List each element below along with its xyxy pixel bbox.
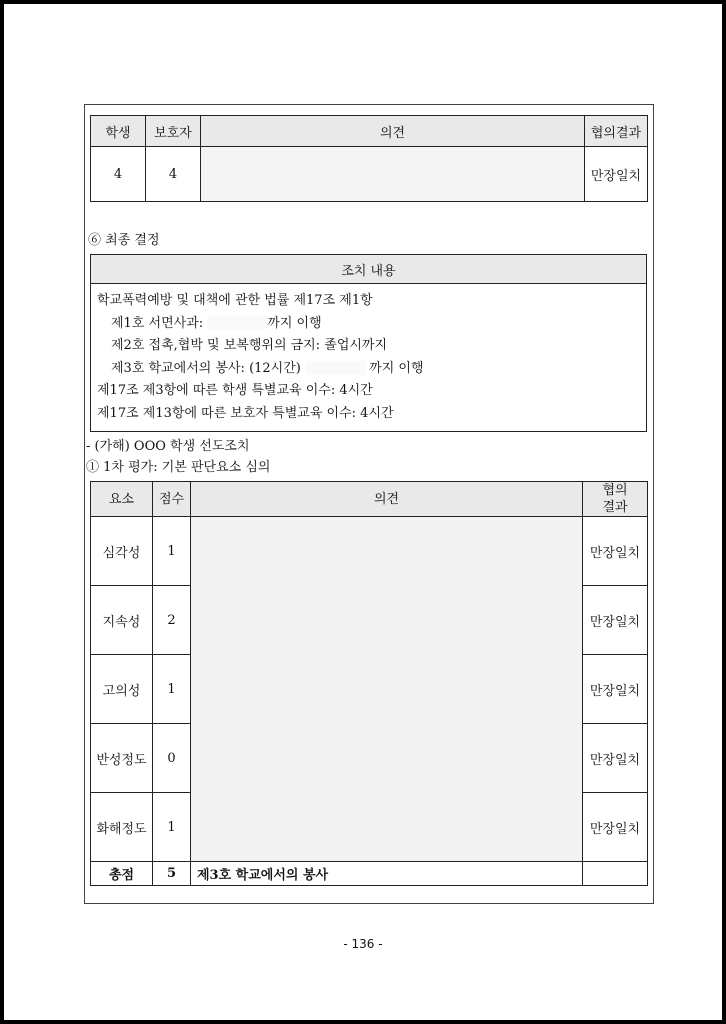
header-result: 협의 결과 <box>583 482 648 517</box>
measure-line-law: 학교폭력예방 및 대책에 관한 법률 제17조 제1항 <box>97 293 373 308</box>
factor-label: 화해정도 <box>91 793 153 862</box>
header-opinion: 의견 <box>191 482 583 517</box>
factor-score: 1 <box>153 793 191 862</box>
opinion-cell <box>201 147 585 202</box>
factor-label: 심각성 <box>91 517 153 586</box>
total-label: 총점 <box>91 862 153 886</box>
header-score: 점수 <box>153 482 191 517</box>
final-decision-heading: ⑥ 최종 결정 <box>88 233 160 248</box>
measure-body <box>91 284 647 432</box>
factor-result: 만장일치 <box>583 793 648 862</box>
factor-score: 0 <box>153 724 191 793</box>
header-result: 협의결과 <box>585 116 648 147</box>
vote-table <box>90 115 648 202</box>
factor-result: 만장일치 <box>583 517 648 586</box>
factor-result: 만장일치 <box>583 586 648 655</box>
page-number: - 136 - <box>343 937 383 951</box>
result-cell: 만장일치 <box>585 147 648 202</box>
factor-label: 반성정도 <box>91 724 153 793</box>
measure-line-student-edu: 제17조 제3항에 따른 학생 특별교육 이수: 4시간 <box>97 383 373 398</box>
measure-line-2: 제2호 접촉,협박 및 보복행위의 금지: 졸업시까지 <box>111 338 388 353</box>
final-decision-table <box>90 254 647 432</box>
student-count: 4 <box>91 147 146 202</box>
header-factor: 요소 <box>91 482 153 517</box>
measure-line-3: 제3호 학교에서의 봉사: (12시간) 까지 이행 <box>111 360 424 376</box>
header-opinion: 의견 <box>201 116 585 147</box>
total-measure: 제3호 학교에서의 봉사 <box>191 862 583 886</box>
factor-score: 2 <box>153 586 191 655</box>
factor-score: 1 <box>153 655 191 724</box>
factor-result: 만장일치 <box>583 724 648 793</box>
example-title: - (가해) OOO 학생 선도조치 <box>86 439 250 454</box>
factor-result: 만장일치 <box>583 655 648 724</box>
factor-label: 지속성 <box>91 586 153 655</box>
header-guardian: 보호자 <box>146 116 201 147</box>
table-row <box>91 517 648 586</box>
example-subtitle: ① 1차 평가: 기본 판단요소 심의 <box>86 460 271 475</box>
factor-label: 고의성 <box>91 655 153 724</box>
redacted-date <box>305 361 365 375</box>
factor-score: 1 <box>153 517 191 586</box>
redacted-date <box>207 316 267 330</box>
total-score: 5 <box>153 862 191 886</box>
total-result <box>583 862 648 886</box>
header-student: 학생 <box>91 116 146 147</box>
opinion-area <box>191 517 583 862</box>
guardian-count: 4 <box>146 147 201 202</box>
total-row <box>91 862 648 886</box>
measure-line-guardian-edu: 제17조 제13항에 따른 보호자 특별교육 이수: 4시간 <box>97 405 394 421</box>
evaluation-table <box>90 481 648 886</box>
measure-line-1: 제1호 서면사과: 까지 이행 <box>111 315 322 331</box>
measure-header: 조치 내용 <box>91 255 647 284</box>
